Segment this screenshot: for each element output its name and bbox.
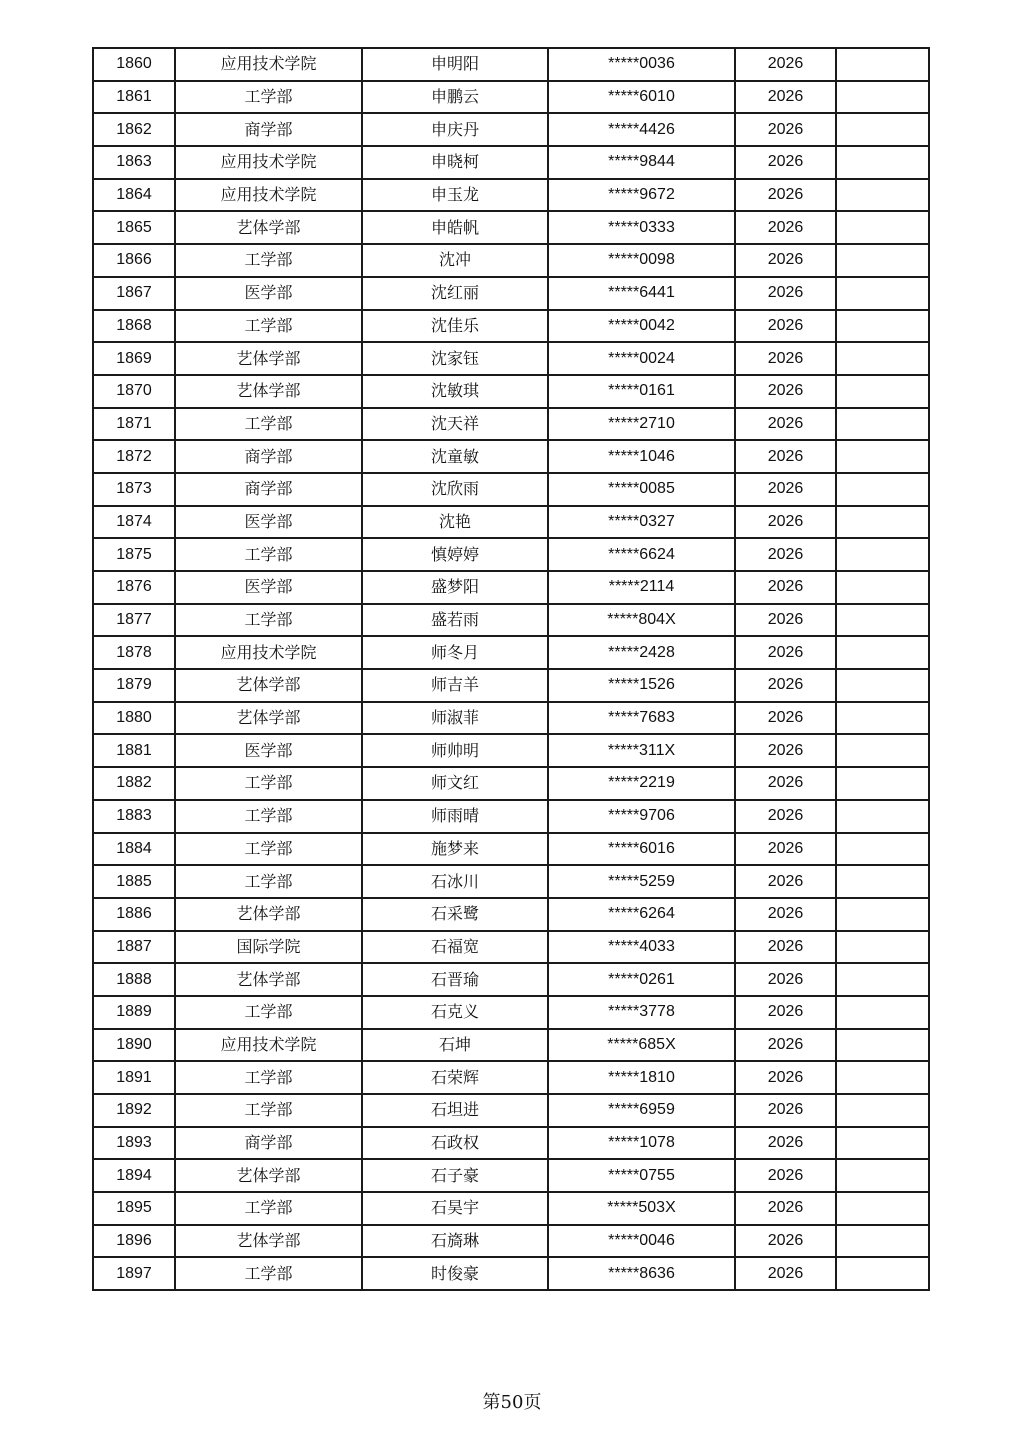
masked-id-cell: *****0024: [548, 342, 735, 375]
note-cell: [836, 833, 929, 866]
masked-id-cell: *****1078: [548, 1127, 735, 1160]
year-cell: 2026: [735, 604, 836, 637]
department-cell: 工学部: [175, 865, 362, 898]
table-row: [93, 865, 929, 898]
row-index-cell: 1876: [93, 571, 175, 604]
masked-id-cell: *****0085: [548, 473, 735, 506]
note-cell: [836, 1225, 929, 1258]
year-cell: 2026: [735, 179, 836, 212]
note-cell: [836, 604, 929, 637]
note-cell: [836, 342, 929, 375]
table-row: [93, 669, 929, 702]
note-cell: [836, 571, 929, 604]
masked-id-cell: *****9844: [548, 146, 735, 179]
student-name-cell: 石晋瑜: [362, 963, 548, 996]
student-name-cell: 沈冲: [362, 244, 548, 277]
masked-id-cell: *****0046: [548, 1225, 735, 1258]
row-index-cell: 1890: [93, 1029, 175, 1062]
table-row: [93, 734, 929, 767]
note-cell: [836, 996, 929, 1029]
department-cell: 商学部: [175, 113, 362, 146]
row-index-cell: 1880: [93, 702, 175, 735]
note-cell: [836, 244, 929, 277]
row-index-cell: 1878: [93, 636, 175, 669]
year-cell: 2026: [735, 636, 836, 669]
roster-body: [93, 48, 929, 1290]
table-row: [93, 440, 929, 473]
note-cell: [836, 179, 929, 212]
table-row: [93, 179, 929, 212]
note-cell: [836, 375, 929, 408]
department-cell: 应用技术学院: [175, 179, 362, 212]
year-cell: 2026: [735, 473, 836, 506]
masked-id-cell: *****3778: [548, 996, 735, 1029]
student-name-cell: 沈艳: [362, 506, 548, 539]
table-row: [93, 506, 929, 539]
masked-id-cell: *****311X: [548, 734, 735, 767]
masked-id-cell: *****4033: [548, 931, 735, 964]
table-row: [93, 310, 929, 343]
table-row: [93, 833, 929, 866]
note-cell: [836, 211, 929, 244]
department-cell: 国际学院: [175, 931, 362, 964]
department-cell: 艺体学部: [175, 669, 362, 702]
department-cell: 艺体学部: [175, 1225, 362, 1258]
masked-id-cell: *****6010: [548, 81, 735, 114]
year-cell: 2026: [735, 1127, 836, 1160]
year-cell: 2026: [735, 1192, 836, 1225]
table-row: [93, 342, 929, 375]
table-row: [93, 48, 929, 81]
department-cell: 商学部: [175, 440, 362, 473]
student-name-cell: 石子豪: [362, 1159, 548, 1192]
table-row: [93, 1257, 929, 1290]
year-cell: 2026: [735, 146, 836, 179]
table-row: [93, 931, 929, 964]
department-cell: 工学部: [175, 1094, 362, 1127]
table-row: [93, 146, 929, 179]
student-name-cell: 石冰川: [362, 865, 548, 898]
table-row: [93, 375, 929, 408]
masked-id-cell: *****1046: [548, 440, 735, 473]
row-index-cell: 1895: [93, 1192, 175, 1225]
student-name-cell: 沈敏琪: [362, 375, 548, 408]
department-cell: 应用技术学院: [175, 146, 362, 179]
note-cell: [836, 440, 929, 473]
year-cell: 2026: [735, 1225, 836, 1258]
department-cell: 商学部: [175, 1127, 362, 1160]
masked-id-cell: *****0161: [548, 375, 735, 408]
page-number: 第50页: [482, 1392, 542, 1413]
masked-id-cell: *****0042: [548, 310, 735, 343]
year-cell: 2026: [735, 767, 836, 800]
table-row: [93, 604, 929, 637]
masked-id-cell: *****6959: [548, 1094, 735, 1127]
student-name-cell: 慎婷婷: [362, 538, 548, 571]
student-name-cell: 石旖琳: [362, 1225, 548, 1258]
row-index-cell: 1893: [93, 1127, 175, 1160]
department-cell: 商学部: [175, 473, 362, 506]
student-name-cell: 沈欣雨: [362, 473, 548, 506]
row-index-cell: 1889: [93, 996, 175, 1029]
note-cell: [836, 1029, 929, 1062]
student-name-cell: 申鹏云: [362, 81, 548, 114]
department-cell: 工学部: [175, 408, 362, 441]
row-index-cell: 1872: [93, 440, 175, 473]
masked-id-cell: *****0327: [548, 506, 735, 539]
student-name-cell: 石坤: [362, 1029, 548, 1062]
row-index-cell: 1881: [93, 734, 175, 767]
row-index-cell: 1867: [93, 277, 175, 310]
year-cell: 2026: [735, 669, 836, 702]
year-cell: 2026: [735, 898, 836, 931]
table-row: [93, 571, 929, 604]
year-cell: 2026: [735, 996, 836, 1029]
row-index-cell: 1866: [93, 244, 175, 277]
note-cell: [836, 1192, 929, 1225]
note-cell: [836, 310, 929, 343]
row-index-cell: 1870: [93, 375, 175, 408]
row-index-cell: 1864: [93, 179, 175, 212]
year-cell: 2026: [735, 310, 836, 343]
year-cell: 2026: [735, 81, 836, 114]
student-name-cell: 石克义: [362, 996, 548, 1029]
table-row: [93, 538, 929, 571]
student-name-cell: 沈童敏: [362, 440, 548, 473]
year-cell: 2026: [735, 963, 836, 996]
row-index-cell: 1877: [93, 604, 175, 637]
table-row: [93, 1029, 929, 1062]
department-cell: 工学部: [175, 310, 362, 343]
year-cell: 2026: [735, 734, 836, 767]
year-cell: 2026: [735, 702, 836, 735]
year-cell: 2026: [735, 1094, 836, 1127]
masked-id-cell: *****0755: [548, 1159, 735, 1192]
year-cell: 2026: [735, 1159, 836, 1192]
student-name-cell: 师雨晴: [362, 800, 548, 833]
student-name-cell: 沈佳乐: [362, 310, 548, 343]
row-index-cell: 1865: [93, 211, 175, 244]
note-cell: [836, 48, 929, 81]
department-cell: 医学部: [175, 734, 362, 767]
table-row: [93, 702, 929, 735]
department-cell: 艺体学部: [175, 702, 362, 735]
table-row: [93, 1159, 929, 1192]
row-index-cell: 1897: [93, 1257, 175, 1290]
department-cell: 工学部: [175, 800, 362, 833]
note-cell: [836, 1061, 929, 1094]
department-cell: 艺体学部: [175, 1159, 362, 1192]
table-row: [93, 473, 929, 506]
department-cell: 工学部: [175, 538, 362, 571]
note-cell: [836, 538, 929, 571]
masked-id-cell: *****804X: [548, 604, 735, 637]
row-index-cell: 1862: [93, 113, 175, 146]
masked-id-cell: *****9672: [548, 179, 735, 212]
row-index-cell: 1882: [93, 767, 175, 800]
masked-id-cell: *****2710: [548, 408, 735, 441]
department-cell: 医学部: [175, 277, 362, 310]
note-cell: [836, 702, 929, 735]
student-name-cell: 时俊豪: [362, 1257, 548, 1290]
table-row: [93, 277, 929, 310]
student-name-cell: 申玉龙: [362, 179, 548, 212]
note-cell: [836, 1257, 929, 1290]
student-name-cell: 沈天祥: [362, 408, 548, 441]
row-index-cell: 1874: [93, 506, 175, 539]
student-name-cell: 石福宽: [362, 931, 548, 964]
note-cell: [836, 931, 929, 964]
masked-id-cell: *****0098: [548, 244, 735, 277]
department-cell: 工学部: [175, 244, 362, 277]
note-cell: [836, 636, 929, 669]
year-cell: 2026: [735, 375, 836, 408]
note-cell: [836, 898, 929, 931]
year-cell: 2026: [735, 1029, 836, 1062]
row-index-cell: 1891: [93, 1061, 175, 1094]
year-cell: 2026: [735, 1257, 836, 1290]
table-row: [93, 1127, 929, 1160]
year-cell: 2026: [735, 865, 836, 898]
table-row: [93, 898, 929, 931]
table-row: [93, 408, 929, 441]
note-cell: [836, 963, 929, 996]
student-name-cell: 申晓柯: [362, 146, 548, 179]
department-cell: 工学部: [175, 996, 362, 1029]
department-cell: 应用技术学院: [175, 1029, 362, 1062]
department-cell: 工学部: [175, 1061, 362, 1094]
table-row: [93, 1094, 929, 1127]
student-name-cell: 盛若雨: [362, 604, 548, 637]
table-row: [93, 636, 929, 669]
masked-id-cell: *****5259: [548, 865, 735, 898]
department-cell: 工学部: [175, 1257, 362, 1290]
note-cell: [836, 767, 929, 800]
department-cell: 艺体学部: [175, 898, 362, 931]
department-cell: 应用技术学院: [175, 636, 362, 669]
table-row: [93, 767, 929, 800]
year-cell: 2026: [735, 931, 836, 964]
table-row: [93, 113, 929, 146]
note-cell: [836, 1127, 929, 1160]
table-row: [93, 1192, 929, 1225]
table-row: [93, 211, 929, 244]
row-index-cell: 1873: [93, 473, 175, 506]
table-row: [93, 81, 929, 114]
department-cell: 工学部: [175, 833, 362, 866]
masked-id-cell: *****2219: [548, 767, 735, 800]
masked-id-cell: *****0036: [548, 48, 735, 81]
note-cell: [836, 113, 929, 146]
masked-id-cell: *****4426: [548, 113, 735, 146]
note-cell: [836, 146, 929, 179]
student-name-cell: 师冬月: [362, 636, 548, 669]
note-cell: [836, 81, 929, 114]
row-index-cell: 1886: [93, 898, 175, 931]
year-cell: 2026: [735, 506, 836, 539]
student-name-cell: 施梦来: [362, 833, 548, 866]
row-index-cell: 1871: [93, 408, 175, 441]
note-cell: [836, 1159, 929, 1192]
department-cell: 应用技术学院: [175, 48, 362, 81]
department-cell: 艺体学部: [175, 375, 362, 408]
note-cell: [836, 734, 929, 767]
year-cell: 2026: [735, 538, 836, 571]
table-row: [93, 1061, 929, 1094]
row-index-cell: 1888: [93, 963, 175, 996]
student-name-cell: 石昊宇: [362, 1192, 548, 1225]
row-index-cell: 1892: [93, 1094, 175, 1127]
table-row: [93, 1225, 929, 1258]
department-cell: 医学部: [175, 506, 362, 539]
note-cell: [836, 277, 929, 310]
masked-id-cell: *****1526: [548, 669, 735, 702]
row-index-cell: 1869: [93, 342, 175, 375]
year-cell: 2026: [735, 571, 836, 604]
department-cell: 艺体学部: [175, 211, 362, 244]
table-row: [93, 996, 929, 1029]
row-index-cell: 1884: [93, 833, 175, 866]
row-index-cell: 1875: [93, 538, 175, 571]
masked-id-cell: *****7683: [548, 702, 735, 735]
row-index-cell: 1887: [93, 931, 175, 964]
student-name-cell: 沈红丽: [362, 277, 548, 310]
row-index-cell: 1883: [93, 800, 175, 833]
masked-id-cell: *****6624: [548, 538, 735, 571]
year-cell: 2026: [735, 113, 836, 146]
row-index-cell: 1879: [93, 669, 175, 702]
student-name-cell: 盛梦阳: [362, 571, 548, 604]
row-index-cell: 1863: [93, 146, 175, 179]
student-name-cell: 申皓帆: [362, 211, 548, 244]
year-cell: 2026: [735, 408, 836, 441]
student-name-cell: 师文红: [362, 767, 548, 800]
note-cell: [836, 506, 929, 539]
row-index-cell: 1896: [93, 1225, 175, 1258]
department-cell: 艺体学部: [175, 963, 362, 996]
year-cell: 2026: [735, 277, 836, 310]
student-name-cell: 石荣辉: [362, 1061, 548, 1094]
student-name-cell: 石政权: [362, 1127, 548, 1160]
student-name-cell: 师帅明: [362, 734, 548, 767]
year-cell: 2026: [735, 211, 836, 244]
masked-id-cell: *****9706: [548, 800, 735, 833]
masked-id-cell: *****6441: [548, 277, 735, 310]
table-row: [93, 963, 929, 996]
department-cell: 工学部: [175, 767, 362, 800]
year-cell: 2026: [735, 833, 836, 866]
masked-id-cell: *****6264: [548, 898, 735, 931]
row-index-cell: 1868: [93, 310, 175, 343]
student-name-cell: 师吉羊: [362, 669, 548, 702]
note-cell: [836, 1094, 929, 1127]
roster-table: [92, 47, 930, 1291]
masked-id-cell: *****0261: [548, 963, 735, 996]
table-row: [93, 800, 929, 833]
year-cell: 2026: [735, 244, 836, 277]
row-index-cell: 1894: [93, 1159, 175, 1192]
masked-id-cell: *****0333: [548, 211, 735, 244]
masked-id-cell: *****8636: [548, 1257, 735, 1290]
department-cell: 医学部: [175, 571, 362, 604]
student-name-cell: 沈家钰: [362, 342, 548, 375]
department-cell: 艺体学部: [175, 342, 362, 375]
masked-id-cell: *****2114: [548, 571, 735, 604]
masked-id-cell: *****6016: [548, 833, 735, 866]
year-cell: 2026: [735, 800, 836, 833]
row-index-cell: 1861: [93, 81, 175, 114]
note-cell: [836, 865, 929, 898]
note-cell: [836, 800, 929, 833]
department-cell: 工学部: [175, 1192, 362, 1225]
student-name-cell: 申明阳: [362, 48, 548, 81]
row-index-cell: 1885: [93, 865, 175, 898]
masked-id-cell: *****503X: [548, 1192, 735, 1225]
student-name-cell: 师淑菲: [362, 702, 548, 735]
year-cell: 2026: [735, 48, 836, 81]
table-row: [93, 244, 929, 277]
year-cell: 2026: [735, 1061, 836, 1094]
department-cell: 工学部: [175, 81, 362, 114]
masked-id-cell: *****1810: [548, 1061, 735, 1094]
department-cell: 工学部: [175, 604, 362, 637]
masked-id-cell: *****685X: [548, 1029, 735, 1062]
student-name-cell: 申庆丹: [362, 113, 548, 146]
student-name-cell: 石采鹭: [362, 898, 548, 931]
note-cell: [836, 473, 929, 506]
student-name-cell: 石坦进: [362, 1094, 548, 1127]
note-cell: [836, 408, 929, 441]
note-cell: [836, 669, 929, 702]
year-cell: 2026: [735, 342, 836, 375]
masked-id-cell: *****2428: [548, 636, 735, 669]
year-cell: 2026: [735, 440, 836, 473]
row-index-cell: 1860: [93, 48, 175, 81]
